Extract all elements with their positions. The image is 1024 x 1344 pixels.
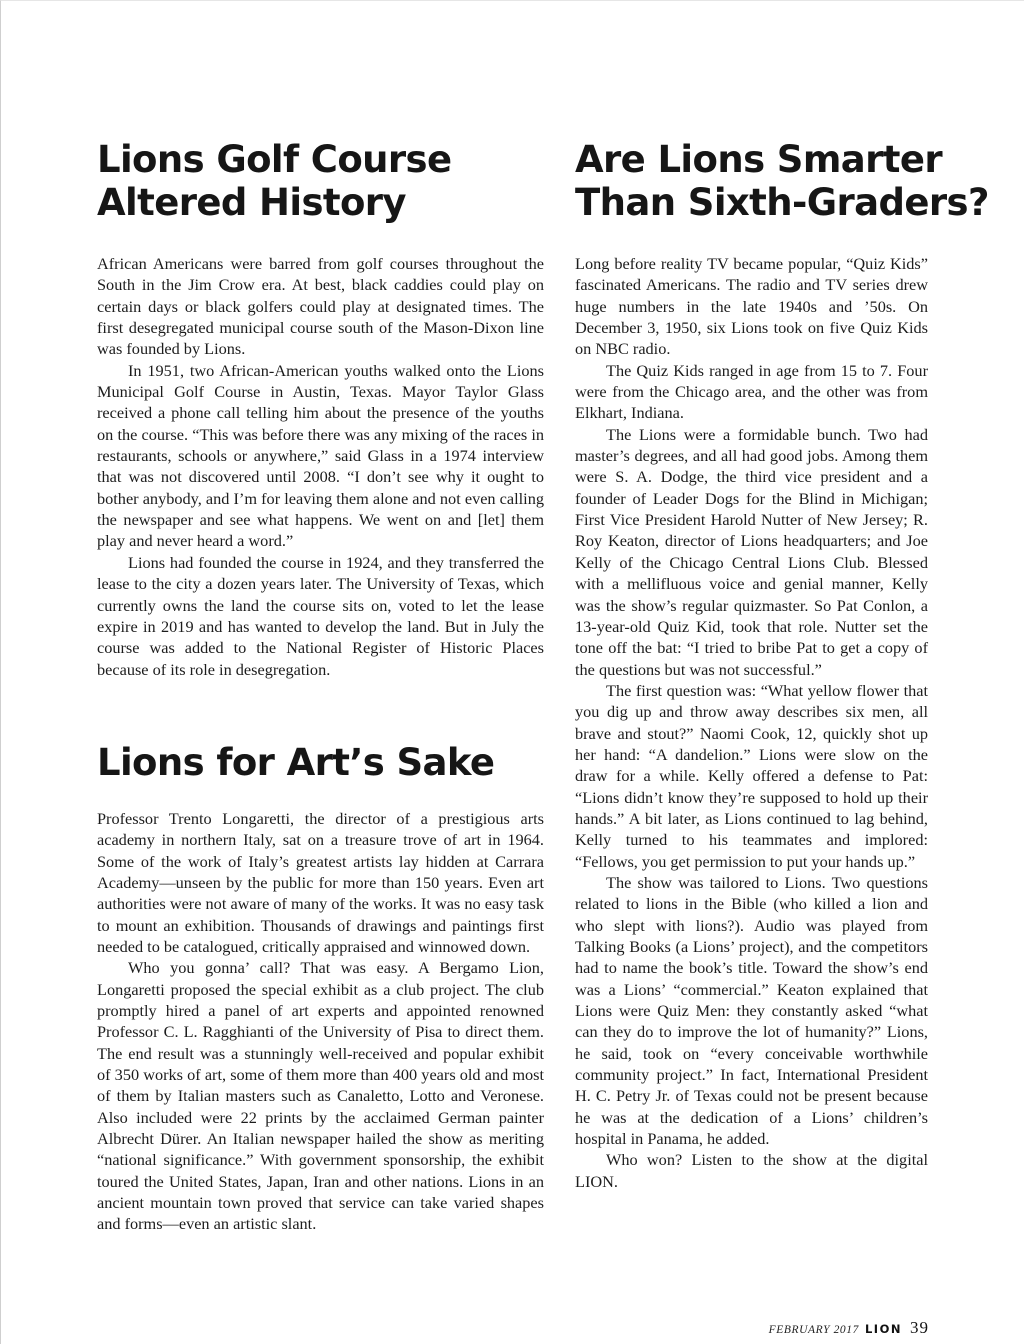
art-title-line: Lions for Art’s Sake (97, 740, 495, 784)
quiz-paragraph: The Quiz Kids ranged in age from 15 to 7. Four were from the Chicago area, and the other was from Elkhart, Indiana. (575, 360, 928, 423)
issue-date: FEBRUARY 2017 (768, 1324, 859, 1336)
quiz-paragraph: The Lions were a formidable bunch. Two had master’s degrees, and all had good jobs. Among them were S. A. Dodge, the third vice president and a founder of Leader Dogs for the Blind in Michigan; First Vice President Harold Nutter of New Jersey; R. Roy Keaton, director of Lions headquarters; and Joe Kelly of the Chicago Central Lions Club. Blessed with a mellifluous voice and genial manner, Kelly was the show’s regular quizmaster. So Pat Conlon, a 13-year-old Quiz Kid, took that role. Nutter set the tone off the bat: “I tried to bribe Pat to get a copy of the questions but was not successful.” (575, 424, 928, 679)
golf-paragraph: African Americans were barred from golf courses throughout the South in the Jim Crow era. At best, black caddies could play on certain days or black golfers could play at designated times. The first desegregated municipal course south of the Mason-Dixon line was founded by Lions. (97, 254, 544, 359)
quiz-paragraph: Long before reality TV became popular, “Quiz Kids” fascinated Americans. The radio and TV series drew huge numbers in the late 1940s and ’50s. On December 3, 1950, six Lions took on five Quiz Kids on NBC radio. (575, 254, 928, 359)
art-paragraph: Professor Trento Longaretti, the director of a prestigious arts academy in northern Italy, sat on a treasure trove of art in 1964. Some of the work of Italy’s greatest artists lay hidden at Carrara Academy—unseen by the public for more than 150 years. Even art authorities were not aware of many of the works. It was no easy task to mount an exhibition. Thousands of drawings and paintings first needed to be catalogued, critically appraised and winnowed down. (97, 808, 544, 956)
golf-paragraph: In 1951, two African-American youths walked onto the Lions Municipal Golf Course in Austin, Texas. Mayor Taylor Glass received a phone call telling him about the presence of the youths on the course. “This was before there was any mixing of the races in restaurants, schools or anywhere,” said Glass in a 1974 interview that was not discovered until 2008. “I don’t see why it ought to bother anybody, and I’m for leaving them alone and not even calling the newspaper and see what happens. We went on and [let] them play and never heard a word.” (97, 360, 544, 551)
quiz-paragraph: Who won? Listen to the show at the digital LION. (575, 1150, 928, 1191)
magazine-name: LION (864, 1322, 902, 1336)
quiz-title-line: Are Lions Smarter (575, 138, 943, 181)
golf-paragraph: Lions had founded the course in 1924, and they transferred the lease to the city a dozen years later. The University of Texas, which currently owns the land the course sits on, voted to let the lease expire in 2019 and has wanted to develop the land. But in July the course was added to the National Register of Historic Places because of its role in desegregation. (97, 552, 544, 679)
golf-title-line: Altered History (97, 181, 406, 224)
art-paragraph: Who you gonna’ call? That was easy. A Bergamo Lion, Longaretti proposed the special exhibit as a club project. The club promptly hired a panel of art experts and appointed renowned Professor C. L. Ragghianti of the University of Pisa to direct them. The end result was a stunningly well-received and popular exhibit of 350 works of art, some of them more than 400 years old and most of them by Italian masters such as Canaletto, Lotto and Veronese. Also included were 22 prints by the acclaimed German painter Albrecht Dürer. An Italian newspaper hailed the show as meriting “national significance.” With government sponsorship, the exhibit toured the United States, Japan, Iran and other nations. Lions in an ancient mountain town proved that service can take varied shapes and forms—even an artistic slant. (97, 958, 544, 1234)
quiz-article-title (575, 138, 989, 224)
golf-title-line: Lions Golf Course (97, 138, 452, 181)
quiz-paragraph: The first question was: “What yellow flower that you dig up and throw away describes six men, all brave and stout?” Naomi Cook, 12, quickly shot up her hand: “A dandelion.” Lions were slow on the draw for a while. Kelly offered a defense to Pat: “Lions didn’t know they’re supposed to hold up their hands.” A bit later, as Lions continued to lag behind, Kelly turned to his teammates and implored: “Fellows, you get permission to put your hands up.” (575, 680, 928, 871)
page-number: 39 (910, 1318, 929, 1337)
page-footer (769, 1318, 929, 1338)
quiz-article-body (575, 253, 928, 1192)
left-column (97, 138, 544, 1235)
art-article-body (97, 808, 544, 1235)
quiz-paragraph: The show was tailored to Lions. Two questions related to lions in the Bible (who killed a lion and who slept with lions?). Audio was played from Talking Books (a Lions’ project), and the competitors had to name the book’s title. Toward the show’s end was a Lions’ “commercial.” Keaton explained that Lions were Quiz Men: they constantly asked “what can they do to improve the lot of humanity?” Lions, he said, took on “every conceivable worthwhile community project.” In fact, International President H. C. Petry Jr. of Texas could not be present because he was at the dedication of a Lions’ children’s hospital in Panama, he added. (575, 872, 928, 1149)
golf-article-body (97, 253, 544, 680)
quiz-title-line: Than Sixth-Graders? (575, 181, 989, 224)
golf-article-title (97, 138, 544, 224)
right-column (575, 138, 989, 1192)
art-article-title (97, 741, 544, 784)
